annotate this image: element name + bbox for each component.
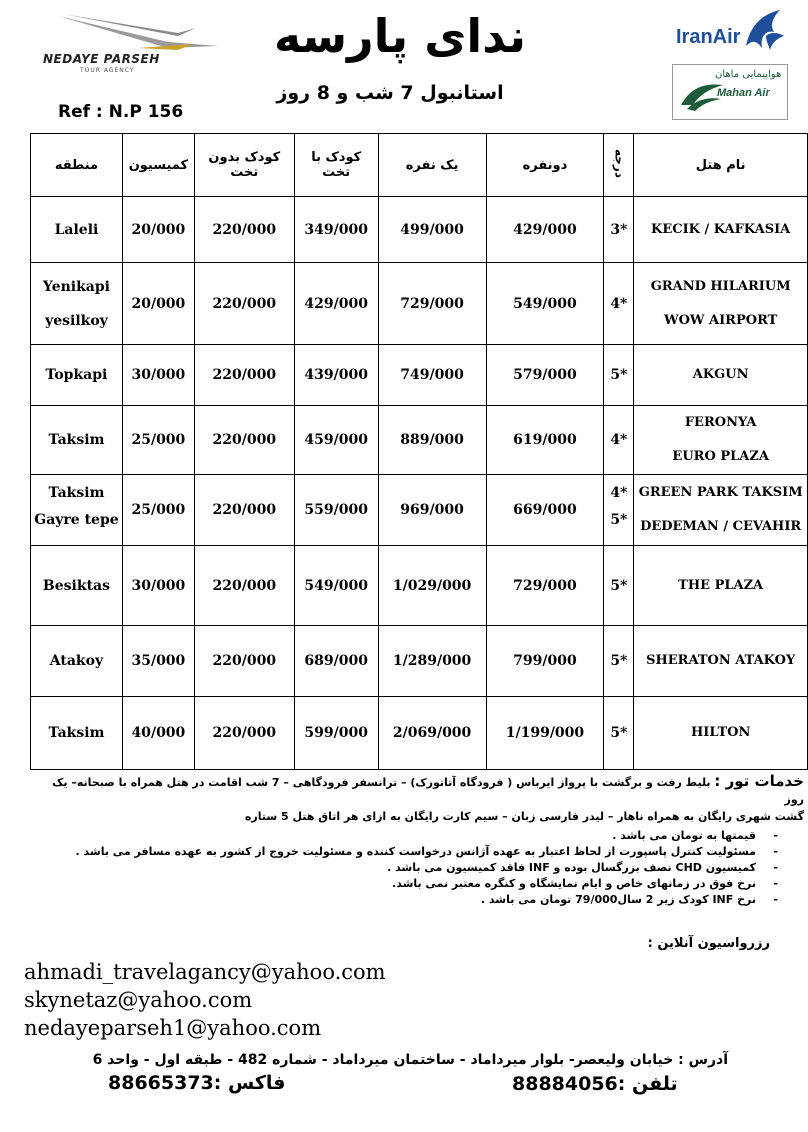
cell-grade: 5*	[604, 546, 634, 626]
nedaye-parseh-logo	[18, 6, 218, 76]
mahan-air-logo	[672, 64, 788, 120]
table-row	[31, 345, 808, 406]
cell-child-no-bed: 220/000	[194, 345, 294, 406]
cell-region	[31, 475, 123, 546]
cell-double: 1/199/000	[486, 697, 604, 770]
region-line: yesilkoy	[45, 312, 108, 329]
region-line: Gayre tepe	[34, 512, 119, 528]
online-reservation-label: رزرواسیون آنلاین :	[647, 936, 770, 951]
cell-single: 2/069/000	[378, 697, 486, 770]
cell-hotel	[634, 345, 808, 406]
reference-number: Ref : N.P 156	[58, 102, 184, 122]
mahan-logo-farsi: هواپیمایی ماهان	[715, 69, 782, 80]
cell-commission: 30/000	[122, 546, 194, 626]
cell-region	[31, 626, 123, 697]
cell-child-with-bed: 459/000	[294, 406, 378, 475]
list-item: - قیمتها به تومان می باشد .	[30, 828, 780, 844]
email-list	[24, 958, 386, 1042]
hotel-name: GREEN PARK TAKSIM	[638, 485, 803, 500]
hotel-name: THE PLAZA	[678, 577, 764, 593]
cell-double: 729/000	[486, 546, 604, 626]
iranair-logo	[676, 6, 788, 54]
cell-double: 429/000	[486, 197, 604, 263]
cell-single: 1/289/000	[378, 626, 486, 697]
cell-commission: 25/000	[122, 475, 194, 546]
cell-single: 749/000	[378, 345, 486, 406]
cell-child-no-bed: 220/000	[194, 406, 294, 475]
cell-child-with-bed: 549/000	[294, 546, 378, 626]
cell-commission: 40/000	[122, 697, 194, 770]
grade-line: 5*	[610, 512, 628, 528]
cell-grade	[604, 475, 634, 546]
cell-commission: 20/000	[122, 197, 194, 263]
grade-line: 4*	[610, 485, 628, 501]
hotel-name: EURO PLAZA	[672, 449, 769, 464]
services-line-1	[30, 773, 804, 808]
nedaye-logo-text: NEDAYE PARSEH	[43, 52, 160, 66]
services-text-2: گشت شهری رایگان به همراه ناهار – لیدر فارسی زبان – سیم کارت رایگان به ازای هر اتاق هتل 5 ستاره	[244, 810, 804, 823]
cell-hotel	[634, 263, 808, 345]
header-grade-text: درجه	[612, 148, 627, 178]
cell-child-with-bed: 349/000	[294, 197, 378, 263]
table-row	[31, 626, 808, 697]
cell-single: 969/000	[378, 475, 486, 546]
homa-bird-icon	[740, 6, 788, 54]
header-grade	[604, 134, 634, 197]
cell-child-no-bed: 220/000	[194, 697, 294, 770]
table-row	[31, 197, 808, 263]
cell-child-with-bed: 429/000	[294, 263, 378, 345]
cell-child-no-bed: 220/000	[194, 546, 294, 626]
tour-services	[30, 773, 804, 825]
table-row	[31, 475, 808, 546]
header	[0, 0, 800, 140]
address: آدرس : خیابان ولیعصر- بلوار میرداماد - ساختمان میرداماد - شماره 482 - طبقه اول - واحد 6	[92, 1052, 728, 1068]
region-line: Besiktas	[42, 577, 110, 594]
hotel-name: AKGUN	[692, 367, 749, 382]
swoosh-icon	[18, 6, 218, 56]
cell-child-with-bed: 689/000	[294, 626, 378, 697]
mahan-wing-icon	[677, 75, 727, 115]
cell-child-no-bed: 220/000	[194, 626, 294, 697]
cell-commission: 35/000	[122, 626, 194, 697]
table-row	[31, 546, 808, 626]
table-row	[31, 697, 808, 770]
header-hotel: نام هتل	[634, 134, 808, 197]
email-link[interactable]: skynetaz@yahoo.com	[24, 988, 253, 1012]
hotel-name: KECIK / KAFKASIA	[651, 221, 791, 237]
cell-single: 1/029/000	[378, 546, 486, 626]
table-row	[31, 263, 808, 345]
page-subtitle: استانبول 7 شب و 8 روز	[276, 82, 504, 104]
cell-double: 549/000	[486, 263, 604, 345]
cell-double: 669/000	[486, 475, 604, 546]
cell-grade: 3*	[604, 197, 634, 263]
fax-number: فاکس :88665373	[108, 1072, 286, 1094]
cell-region	[31, 406, 123, 475]
list-item: - مسئولیت کنترل پاسپورت از لحاظ اعتبار به عهده آژانس درخواست کننده و مسئولیت خروج از کشور به عهده مسافر می باشد .	[30, 844, 780, 860]
cell-commission: 25/000	[122, 406, 194, 475]
cell-child-no-bed: 220/000	[194, 475, 294, 546]
list-item: - کمیسیون CHD نصف بزرگسال بوده و INF فاقد کمیسیون می باشد .	[30, 860, 780, 876]
region-line: Taksim	[48, 432, 105, 448]
hotel-name: HILTON	[691, 725, 751, 740]
cell-child-with-bed: 439/000	[294, 345, 378, 406]
price-table	[30, 133, 808, 770]
hotel-name: DEDEMAN / CEVAHIR	[640, 519, 802, 534]
cell-hotel	[634, 475, 808, 546]
region-line: Topkapi	[45, 367, 108, 383]
email-link[interactable]: nedayeparseh1@yahoo.com	[24, 1016, 322, 1040]
cell-region	[31, 345, 123, 406]
hotel-name: FERONYA	[684, 415, 757, 430]
hotel-name: WOW AIRPORT	[663, 312, 778, 328]
header-double: دونفره	[486, 134, 604, 197]
iranair-logo-text: IranAir	[676, 26, 741, 48]
phone-number: تلفن :88884056	[512, 1073, 678, 1095]
cell-double: 799/000	[486, 626, 604, 697]
cell-double: 579/000	[486, 345, 604, 406]
region-line: Taksim	[48, 725, 105, 741]
header-region: منطقه	[31, 134, 123, 197]
cell-child-with-bed: 559/000	[294, 475, 378, 546]
cell-region	[31, 697, 123, 770]
cell-double: 619/000	[486, 406, 604, 475]
services-text-1: بلیط رفت و برگشت با پرواز ایرباس ( فرودگاه آتاتورک) – ترانسفر فرودگاهی – 7 شب اقامت در هتل همراه با صبحانه– یک روز	[52, 776, 804, 806]
cell-commission: 20/000	[122, 263, 194, 345]
header-commission: کمیسیون	[122, 134, 194, 197]
cell-hotel	[634, 626, 808, 697]
list-item: - نرخ فوق در زمانهای خاص و ایام نمایشگاه و کنگره معتبر نمی باشد.	[30, 876, 780, 892]
cell-single: 729/000	[378, 263, 486, 345]
table-header-row	[31, 134, 808, 197]
cell-hotel	[634, 406, 808, 475]
region-line: Yenikapi	[42, 278, 110, 295]
header-child-no-bed: کودک بدون تخت	[194, 134, 294, 197]
cell-single: 889/000	[378, 406, 486, 475]
cell-grade: 5*	[604, 345, 634, 406]
cell-hotel	[634, 546, 808, 626]
header-single: یک نفره	[378, 134, 486, 197]
email-link[interactable]: ahmadi_travelagancy@yahoo.com	[24, 960, 386, 984]
nedaye-logo-subtext: TOUR AGENCY	[80, 67, 135, 74]
cell-child-no-bed: 220/000	[194, 263, 294, 345]
region-line: Atakoy	[49, 653, 104, 669]
cell-hotel	[634, 697, 808, 770]
cell-grade: 5*	[604, 626, 634, 697]
hotel-name: SHERATON ATAKOY	[646, 653, 796, 668]
list-item: - نرخ INF کودک زیر 2 سال79/000 تومان می باشد .	[30, 892, 780, 908]
cell-child-no-bed: 220/000	[194, 197, 294, 263]
notes-list	[30, 828, 780, 908]
cell-hotel	[634, 197, 808, 263]
cell-grade: 4*	[604, 263, 634, 345]
services-label: خدمات تور :	[714, 772, 804, 790]
table-row	[31, 406, 808, 475]
cell-single: 499/000	[378, 197, 486, 263]
cell-region	[31, 263, 123, 345]
cell-commission: 30/000	[122, 345, 194, 406]
cell-grade: 4*	[604, 406, 634, 475]
region-line: Taksim	[48, 485, 105, 501]
mahan-logo-english: Mahan Air	[717, 87, 770, 99]
cell-region	[31, 546, 123, 626]
hotel-name: GRAND HILARIUM	[650, 278, 791, 294]
page-title: ندای پارسه	[274, 9, 526, 63]
cell-region	[31, 197, 123, 263]
cell-child-with-bed: 599/000	[294, 697, 378, 770]
region-line: Laleli	[54, 221, 99, 238]
header-child-with-bed: کودک با تخت	[294, 134, 378, 197]
cell-grade: 5*	[604, 697, 634, 770]
